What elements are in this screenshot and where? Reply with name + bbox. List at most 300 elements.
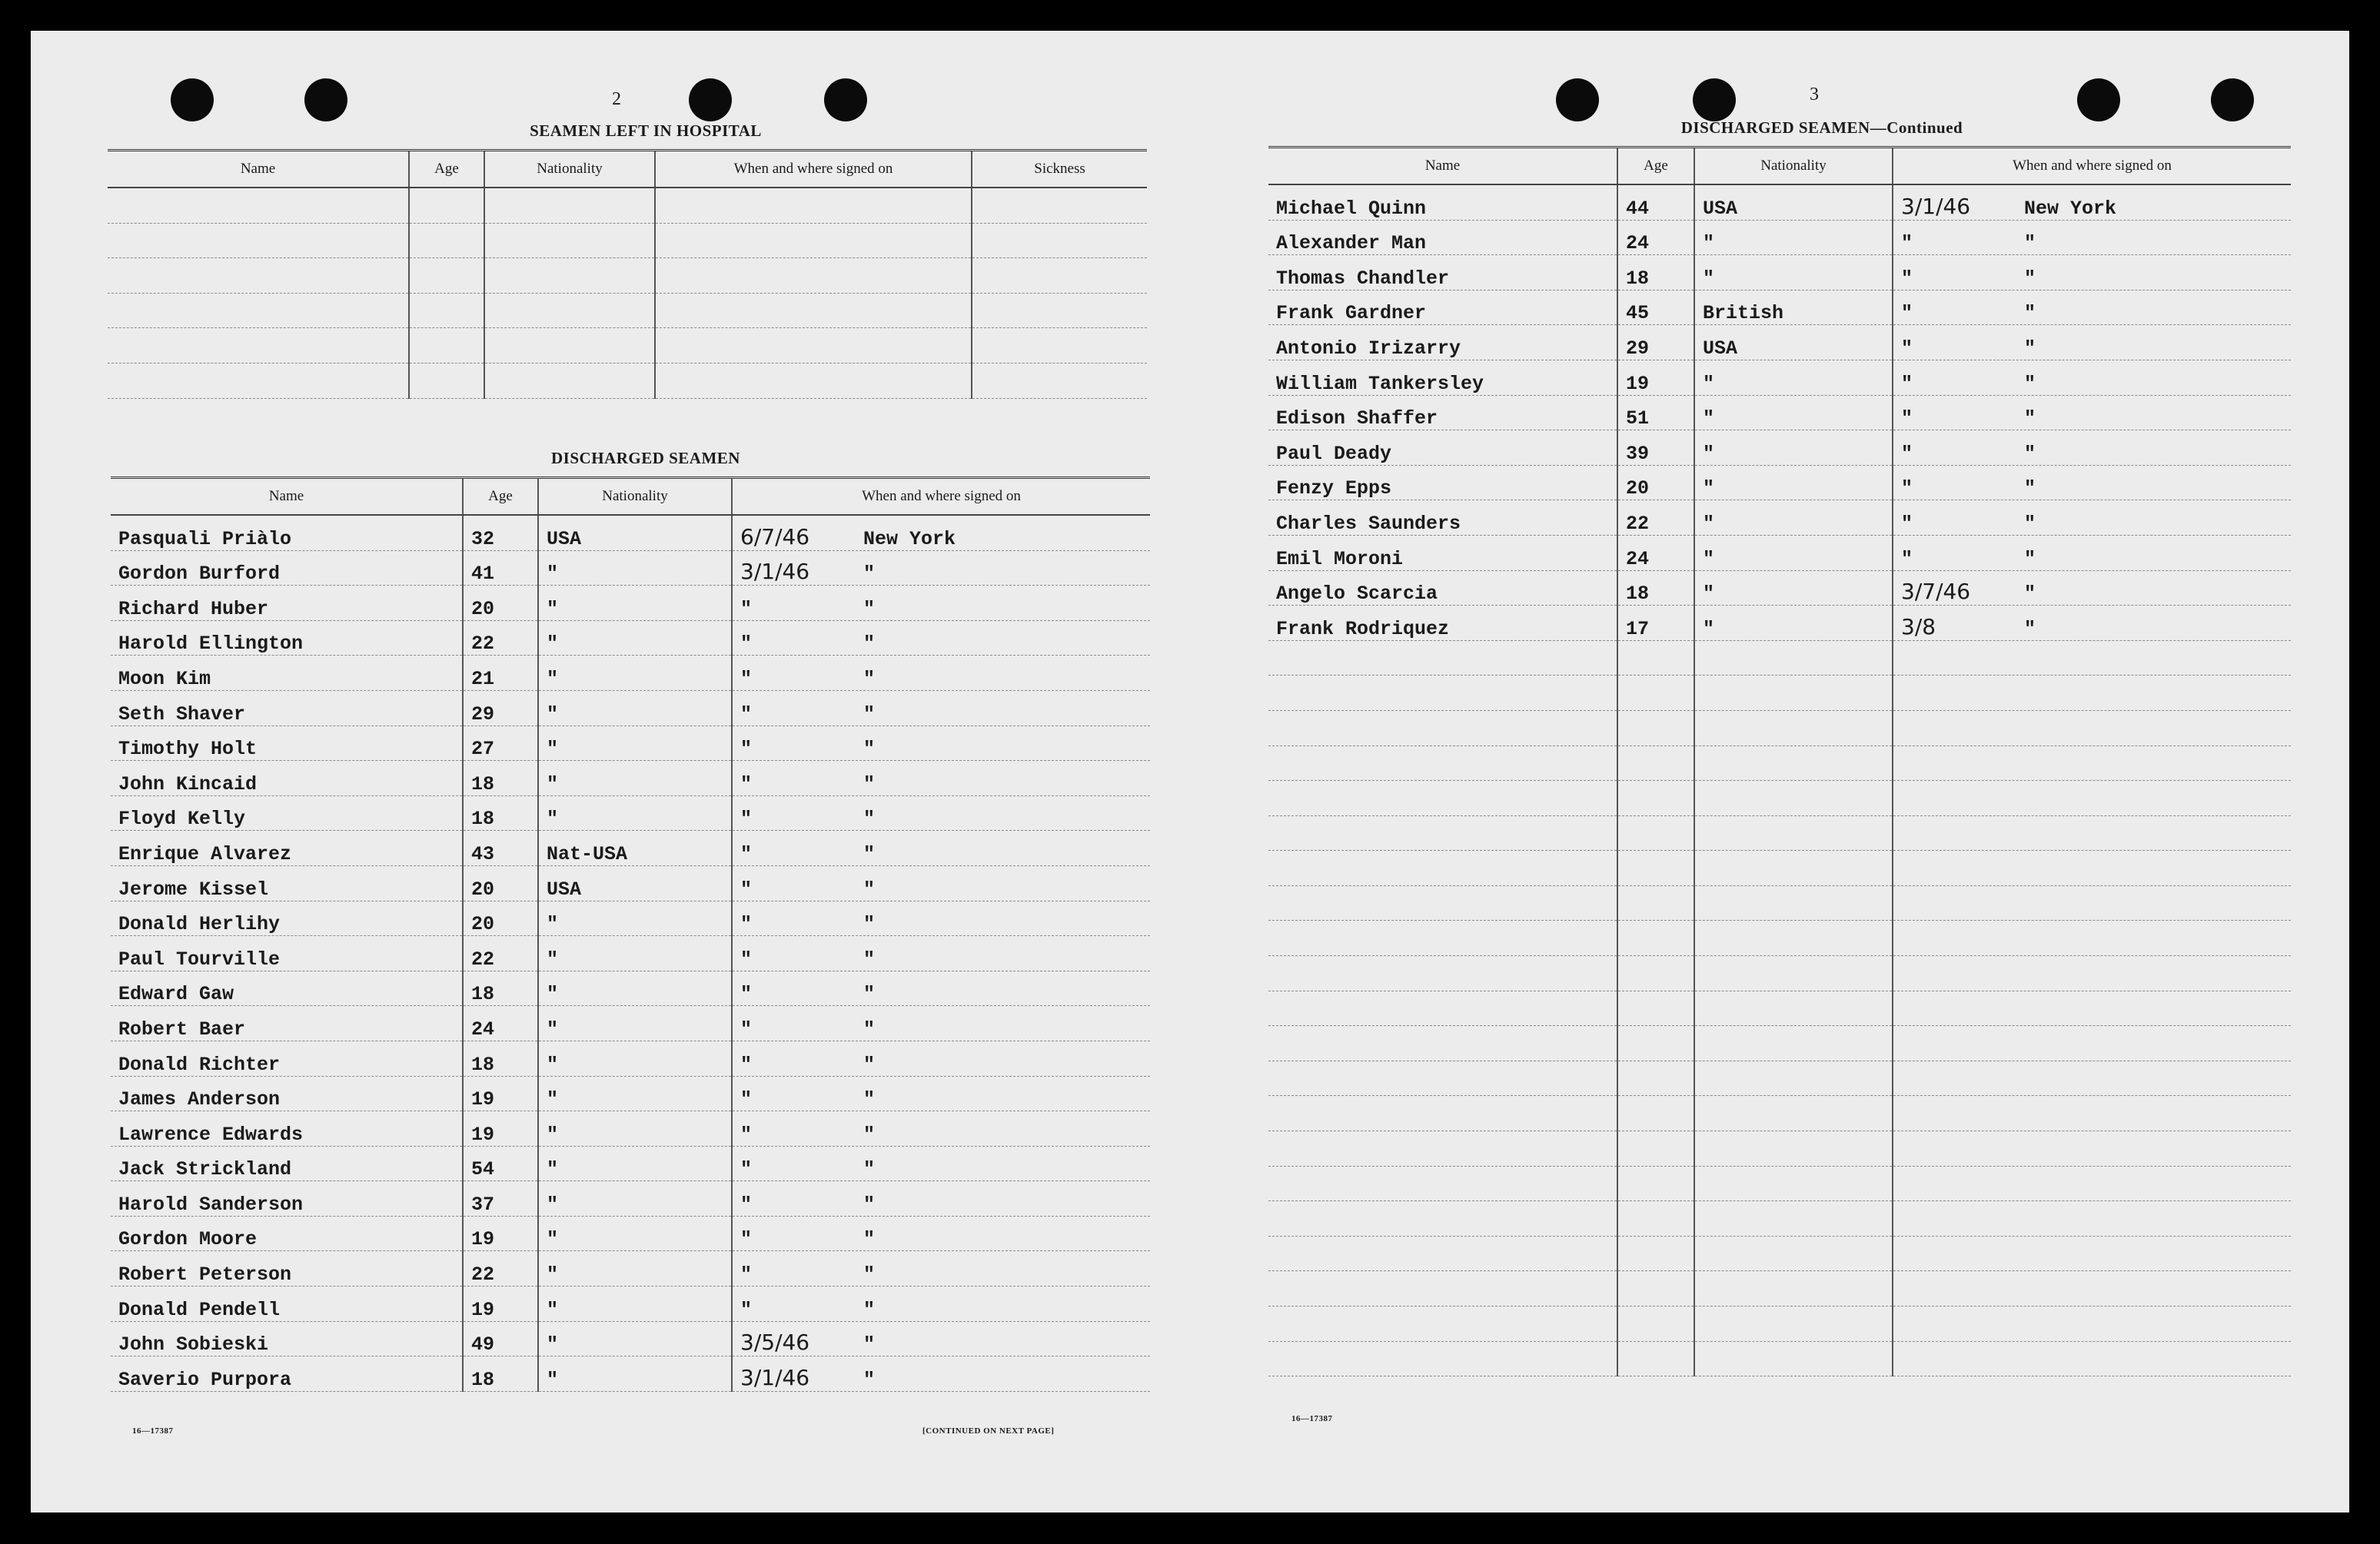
seaman-age: 22 [463,620,538,656]
blank-row [1268,1026,2291,1061]
seaman-age: 18 [463,795,538,831]
signed-on-cell [732,726,1150,761]
signed-on-date: 3/1/46 [1901,193,1971,219]
seaman-nationality: " [538,1356,732,1392]
blank-cell [655,188,972,223]
signed-on-cell [732,865,1150,901]
blank-cell [1268,710,1617,745]
seaman-nationality: USA [1694,184,1893,220]
signed-on-place: " [2024,547,2036,570]
seaman-name: Gordon Burford [111,550,463,586]
seaman-row [1268,570,2291,606]
signed-on-date: " [1901,337,1913,360]
column-header: Age [409,151,484,188]
blank-cell [1694,1061,1893,1096]
blank-cell [1617,885,1694,921]
blank-cell [1268,676,1617,711]
blank-cell [1617,921,1694,956]
seaman-age: 21 [463,656,538,691]
signed-on-place: " [863,1298,876,1321]
blank-cell [108,258,409,294]
seaman-nationality: " [538,1041,732,1076]
seaman-age: 20 [1617,465,1694,500]
blank-cell [1617,1201,1694,1237]
blank-row [1268,1201,2291,1237]
signed-on-date: " [740,1263,753,1287]
signed-on-cell [732,1076,1150,1111]
seaman-name: Harold Ellington [111,620,463,656]
blank-cell [1617,1096,1694,1131]
seaman-row [111,1111,1150,1147]
blank-row [1268,1061,2291,1096]
blank-cell [655,363,972,398]
blank-cell [484,223,655,258]
blank-cell [409,328,484,364]
seaman-name: Lawrence Edwards [111,1111,463,1147]
binder-hole [1556,78,1599,121]
blank-cell [1617,1061,1694,1096]
blank-row [1268,1341,2291,1376]
blank-cell [1694,676,1893,711]
signed-on-place: " [2024,407,2036,430]
signed-on-place: " [863,1088,876,1111]
signed-on-date: " [740,1193,753,1216]
signed-on-cell [732,1181,1150,1217]
seaman-name: Alexander Man [1268,220,1617,255]
discharged-table [111,476,1150,1392]
signed-on-date: 3/8 [1901,613,1936,639]
seaman-nationality: " [538,550,732,586]
signed-on-date: 3/1/46 [740,1364,810,1390]
seaman-age: 29 [463,690,538,726]
blank-cell [1268,781,1617,816]
blank-cell [1617,991,1694,1026]
signed-on-place: " [863,772,876,795]
seaman-nationality: " [1694,465,1893,500]
signed-on-date: " [740,667,753,690]
seaman-nationality: " [1694,360,1893,395]
column-header: Nationality [1694,148,1893,185]
seaman-age: 37 [463,1181,538,1217]
signed-on-place: " [863,1333,876,1356]
blank-cell [108,363,409,398]
column-header: Name [108,151,409,188]
signed-on-place: " [2024,477,2036,500]
seaman-name: Michael Quinn [1268,184,1617,220]
blank-row [1268,1131,2291,1167]
signed-on-date: " [740,702,753,726]
seaman-name: Fenzy Epps [1268,465,1617,500]
seaman-age: 27 [463,726,538,761]
seaman-nationality: " [538,1181,732,1217]
blank-cell [1893,710,2291,745]
blank-cell [972,328,1147,364]
seaman-name: Paul Tourville [111,936,463,971]
seaman-name: Gordon Moore [111,1216,463,1251]
binder-hole [824,78,867,121]
seaman-age: 20 [463,586,538,621]
seaman-age: 54 [463,1146,538,1181]
signed-on-date: " [740,772,753,795]
signed-on-place: " [863,1053,876,1076]
blank-row [108,363,1147,398]
signed-on-cell [732,1111,1150,1147]
blank-cell [1268,745,1617,781]
signed-on-date: " [1901,547,1913,570]
seaman-row [111,831,1150,866]
blank-cell [1893,991,2291,1026]
blank-cell [1893,1307,2291,1342]
seaman-nationality: " [1694,535,1893,570]
column-header: Age [1617,148,1694,185]
column-header: Sickness [972,151,1147,188]
blank-cell [1617,1131,1694,1167]
seaman-row [1268,606,2291,641]
signed-on-date: " [740,633,753,656]
blank-cell [1694,1236,1893,1271]
signed-on-cell [732,1006,1150,1041]
signed-on-date: " [740,913,753,936]
seaman-age: 20 [463,901,538,936]
blank-row [1268,1271,2291,1307]
seaman-name: Enrique Alvarez [111,831,463,866]
blank-cell [1268,921,1617,956]
seaman-row [111,901,1150,936]
signed-on-cell [1893,325,2291,360]
signed-on-date: " [740,597,753,620]
seaman-nationality: British [1694,290,1893,325]
blank-cell [484,258,655,294]
column-header: Name [1268,148,1617,185]
blank-cell [972,293,1147,328]
signed-on-date: " [740,738,753,761]
signed-on-date: " [1901,302,1913,325]
signed-on-date: " [1901,232,1913,255]
seaman-name: Moon Kim [111,656,463,691]
seaman-row [1268,500,2291,536]
seaman-name: Angelo Scarcia [1268,570,1617,606]
signed-on-date: " [740,1018,753,1041]
seaman-row [1268,535,2291,570]
signed-on-date: " [740,1298,753,1321]
blank-cell [1694,745,1893,781]
blank-cell [1694,921,1893,956]
blank-row [1268,815,2291,851]
blank-cell [1893,1341,2291,1376]
column-header: Nationality [538,478,732,516]
seaman-row [1268,395,2291,430]
blank-row [1268,991,2291,1026]
page-number: 3 [1810,85,1819,105]
manifest-sheet [31,31,2349,1512]
signed-on-date: " [740,983,753,1006]
signed-on-cell [1893,255,2291,291]
blank-cell [1617,1236,1694,1271]
blank-cell [1893,1166,2291,1201]
blank-cell [1268,1341,1617,1376]
blank-cell [1893,745,2291,781]
signed-on-place: " [2024,267,2036,290]
signed-on-place: New York [2024,197,2117,220]
blank-cell [1617,956,1694,991]
seaman-row [111,550,1150,586]
seaman-age: 32 [463,515,538,550]
seaman-row [111,586,1150,621]
binder-hole [689,78,732,121]
blank-cell [655,293,972,328]
seaman-row [1268,465,2291,500]
signed-on-cell [732,586,1150,621]
signed-on-cell [732,550,1150,586]
blank-cell [1617,781,1694,816]
signed-on-place: " [2024,512,2036,535]
seaman-name: Antonio Irizarry [1268,325,1617,360]
signed-on-cell [732,901,1150,936]
column-header: When and where signed on [1893,148,2291,185]
blank-cell [1268,956,1617,991]
seaman-age: 24 [1617,220,1694,255]
signed-on-cell [732,515,1150,550]
signed-on-date: " [1901,407,1913,430]
blank-row [1268,885,2291,921]
blank-cell [1694,1166,1893,1201]
blank-row [1268,710,2291,745]
seaman-row [111,515,1150,550]
seaman-age: 49 [463,1321,538,1356]
blank-cell [655,223,972,258]
signed-on-place: " [863,878,876,901]
signed-on-place: " [863,1193,876,1216]
signed-on-cell [732,1146,1150,1181]
seaman-row [111,1216,1150,1251]
signed-on-date: " [1901,267,1913,290]
seaman-nationality: " [538,971,732,1006]
seaman-name: William Tankersley [1268,360,1617,395]
signed-on-place: " [2024,442,2036,465]
signed-on-cell [732,831,1150,866]
column-header: Name [111,478,463,516]
binder-hole [304,78,347,121]
seaman-row [111,726,1150,761]
blank-row [108,223,1147,258]
signed-on-date: " [740,1123,753,1146]
signed-on-cell [732,971,1150,1006]
seaman-age: 41 [463,550,538,586]
seaman-row [111,1041,1150,1076]
seaman-row [1268,255,2291,291]
signed-on-cell [732,1287,1150,1322]
blank-cell [409,258,484,294]
binder-hole [2211,78,2254,121]
seaman-row [1268,220,2291,255]
seaman-age: 19 [463,1111,538,1147]
seaman-nationality: USA [1694,325,1893,360]
signed-on-cell [1893,395,2291,430]
seaman-name: Richard Huber [111,586,463,621]
seaman-row [1268,325,2291,360]
blank-cell [1268,1166,1617,1201]
seaman-nationality: " [1694,500,1893,536]
blank-cell [484,293,655,328]
blank-cell [1694,781,1893,816]
blank-cell [1268,991,1617,1026]
signed-on-cell [1893,465,2291,500]
seaman-nationality: " [538,1111,732,1147]
column-header: When and where signed on [732,478,1150,516]
signed-on-date: " [1901,372,1913,395]
blank-row [108,188,1147,223]
binder-hole [2077,78,2120,121]
seaman-row [111,971,1150,1006]
seaman-row [111,795,1150,831]
seaman-age: 19 [463,1076,538,1111]
blank-row [1268,921,2291,956]
discharged-continued-table [1268,146,2291,1376]
blank-cell [1893,1271,2291,1307]
blank-cell [1617,676,1694,711]
seaman-row [111,1321,1150,1356]
seaman-age: 22 [1617,500,1694,536]
blank-cell [1617,640,1694,676]
blank-row [1268,1166,2291,1201]
blank-cell [409,188,484,223]
blank-row [108,258,1147,294]
seaman-name: Donald Herlihy [111,901,463,936]
blank-cell [1694,851,1893,886]
binder-hole [171,78,214,121]
seaman-age: 24 [463,1006,538,1041]
blank-cell [1893,1096,2291,1131]
signed-on-date: " [740,1088,753,1111]
seaman-name: Paul Deady [1268,430,1617,466]
blank-row [108,328,1147,364]
signed-on-date: " [740,1158,753,1181]
signed-on-cell [1893,570,2291,606]
blank-cell [108,293,409,328]
seaman-age: 45 [1617,290,1694,325]
blank-cell [1617,1271,1694,1307]
blank-cell [1893,885,2291,921]
seaman-age: 22 [463,1251,538,1287]
seaman-row [111,1181,1150,1217]
blank-cell [484,328,655,364]
blank-cell [1893,781,2291,816]
signed-on-place: " [2024,617,2036,640]
seaman-age: 18 [1617,255,1694,291]
blank-row [108,293,1147,328]
signed-on-place: " [2024,302,2036,325]
blank-cell [1268,1026,1617,1061]
seaman-row [111,656,1150,691]
signed-on-date: " [1901,442,1913,465]
seaman-age: 39 [1617,430,1694,466]
signed-on-date: " [740,1053,753,1076]
blank-cell [108,328,409,364]
signed-on-cell [1893,500,2291,536]
signed-on-cell [732,795,1150,831]
signed-on-cell [732,761,1150,796]
signed-on-date: " [740,842,753,865]
seaman-nationality: USA [538,515,732,550]
continued-note: [CONTINUED ON NEXT PAGE] [922,1426,1055,1436]
seaman-nationality: " [1694,570,1893,606]
signed-on-cell [732,620,1150,656]
blank-cell [1268,1236,1617,1271]
seaman-age: 17 [1617,606,1694,641]
blank-cell [409,223,484,258]
blank-cell [1694,1271,1893,1307]
column-header: Age [463,478,538,516]
blank-cell [972,223,1147,258]
seaman-name: Edison Shaffer [1268,395,1617,430]
signed-on-place: " [863,983,876,1006]
signed-on-place: " [863,1228,876,1251]
seaman-nationality: " [538,1076,732,1111]
signed-on-place: New York [863,527,956,550]
signed-on-place: " [863,667,876,690]
blank-cell [1268,885,1617,921]
blank-cell [1893,1201,2291,1237]
signed-on-place: " [863,738,876,761]
blank-cell [1268,1307,1617,1342]
signed-on-place: " [2024,337,2036,360]
blank-cell [1893,676,2291,711]
seaman-nationality: " [538,901,732,936]
seaman-row [1268,430,2291,466]
blank-cell [1268,1061,1617,1096]
signed-on-cell [1893,430,2291,466]
seaman-nationality: " [538,726,732,761]
seaman-row [111,936,1150,971]
blank-cell [1268,1131,1617,1167]
seaman-name: Jack Strickland [111,1146,463,1181]
blank-cell [1694,885,1893,921]
seaman-nationality: " [1694,430,1893,466]
seaman-age: 18 [463,1356,538,1392]
blank-cell [1268,1201,1617,1237]
blank-cell [1893,851,2291,886]
blank-cell [972,258,1147,294]
seaman-row [1268,360,2291,395]
seaman-age: 29 [1617,325,1694,360]
seaman-name: Robert Peterson [111,1251,463,1287]
blank-cell [1893,1131,2291,1167]
blank-cell [409,293,484,328]
form-number: 16—17387 [1291,1414,1333,1423]
blank-row [1268,956,2291,991]
blank-cell [1893,921,2291,956]
blank-cell [1617,815,1694,851]
seaman-name: James Anderson [111,1076,463,1111]
seaman-name: Donald Richter [111,1041,463,1076]
seaman-nationality: Nat-USA [538,831,732,866]
blank-row [1268,781,2291,816]
blank-cell [1893,1026,2291,1061]
blank-cell [1268,1271,1617,1307]
signed-on-date: " [740,948,753,971]
signed-on-cell [1893,184,2291,220]
seaman-name: Thomas Chandler [1268,255,1617,291]
signed-on-cell [732,656,1150,691]
seaman-name: Jerome Kissel [111,865,463,901]
blank-cell [1893,1061,2291,1096]
seaman-nationality: " [538,1216,732,1251]
signed-on-place: " [863,1368,876,1391]
seaman-name: Emil Moroni [1268,535,1617,570]
seaman-nationality: " [1694,220,1893,255]
seaman-row [111,1356,1150,1392]
signed-on-cell [732,690,1150,726]
